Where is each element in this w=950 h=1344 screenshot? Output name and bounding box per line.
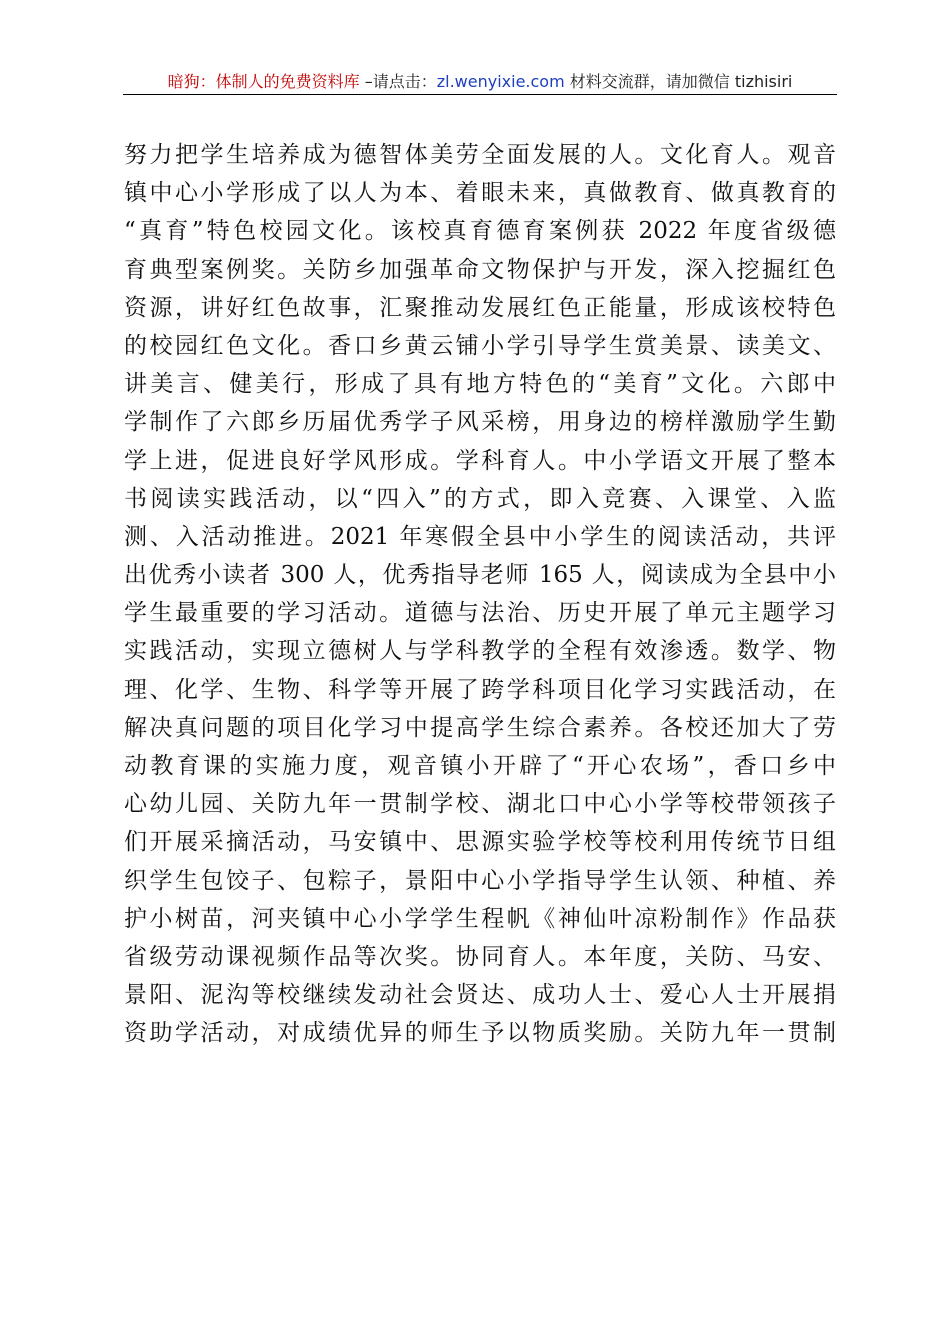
- body-line: 的校园红色文化。香口乡黄云铺小学引导学生赏美景、读美文、: [124, 332, 836, 359]
- body-line: 动教育课的实施力度，观音镇小开辟了“开心农场”，香口乡中: [124, 753, 836, 779]
- header-site-name: 暗狗：体制人的免费资料库: [167, 72, 360, 91]
- header-click-prompt: –请点击：: [359, 72, 437, 91]
- body-line: 学生最重要的学习活动。道德与法治、历史开展了单元主题学习: [124, 600, 836, 627]
- body-line: 出优秀小读者 300 人，优秀指导老师 165 人，阅读成为全县中小: [124, 562, 836, 589]
- body-line: 学制作了六郎乡历届优秀学子风采榜，用身边的榜样激励学生勤: [124, 409, 836, 436]
- page-header: [123, 68, 837, 96]
- document-body: [124, 136, 836, 1053]
- header-url-link[interactable]: zl.wenyixie.com: [436, 72, 565, 91]
- body-line: 资源，讲好红色故事，汇聚推动发展红色正能量，形成该校特色: [124, 294, 836, 321]
- body-line: 心幼儿园、关防九年一贯制学校、湖北口中心小学等校带领孩子: [124, 791, 836, 818]
- body-line: 们开展采摘活动，马安镇中、思源实验学校等校利用传统节日组: [124, 829, 836, 856]
- body-line: 书阅读实践活动，以“四入”的方式，即入竞赛、入课堂、入监: [124, 485, 836, 512]
- body-line: 讲美言、健美行，形成了具有地方特色的“美育”文化。六郎中: [124, 371, 836, 398]
- body-line: 理、化学、生物、科学等开展了跨学科项目化学习实践活动，在: [124, 676, 836, 703]
- body-line: 景阳、泥沟等校继续发动社会贤达、成功人士、爱心人士开展捐: [124, 982, 836, 1009]
- header-divider: [123, 94, 837, 95]
- body-line: 护小树苗，河夹镇中心小学学生程帆《神仙叶凉粉制作》作品获: [124, 905, 836, 932]
- body-line: 资助学活动，对成绩优异的师生予以物质奖励。关防九年一贯制: [124, 1020, 836, 1047]
- header-wechat-note: 材料交流群，请加微信 tizhisiri: [564, 72, 793, 91]
- body-line: 实践活动，实现立德树人与学科教学的全程有效渗透。数学、物: [124, 638, 836, 665]
- body-line: 解决真问题的项目化学习中提高学生综合素养。各校还加大了劳: [124, 714, 836, 741]
- body-line: 省级劳动课视频作品等次奖。协同育人。本年度，关防、马安、: [124, 943, 836, 970]
- body-line: 测、入活动推进。2021 年寒假全县中小学生的阅读活动，共评: [124, 523, 836, 550]
- body-line: 织学生包饺子、包粽子，景阳中心小学指导学生认领、种植、养: [124, 867, 836, 894]
- body-line: 努力把学生培养成为德智体美劳全面发展的人。文化育人。观音: [124, 142, 836, 168]
- body-line: 镇中心小学形成了以人为本、着眼未来，真做教育、做真教育的: [124, 180, 836, 207]
- body-line: “真育”特色校园文化。该校真育德育案例获 2022 年度省级德: [124, 218, 836, 245]
- body-line: 育典型案例奖。关防乡加强革命文物保护与开发，深入挖掘红色: [124, 256, 836, 283]
- body-line: 学上进，促进良好学风形成。学科育人。中小学语文开展了整本: [124, 447, 836, 474]
